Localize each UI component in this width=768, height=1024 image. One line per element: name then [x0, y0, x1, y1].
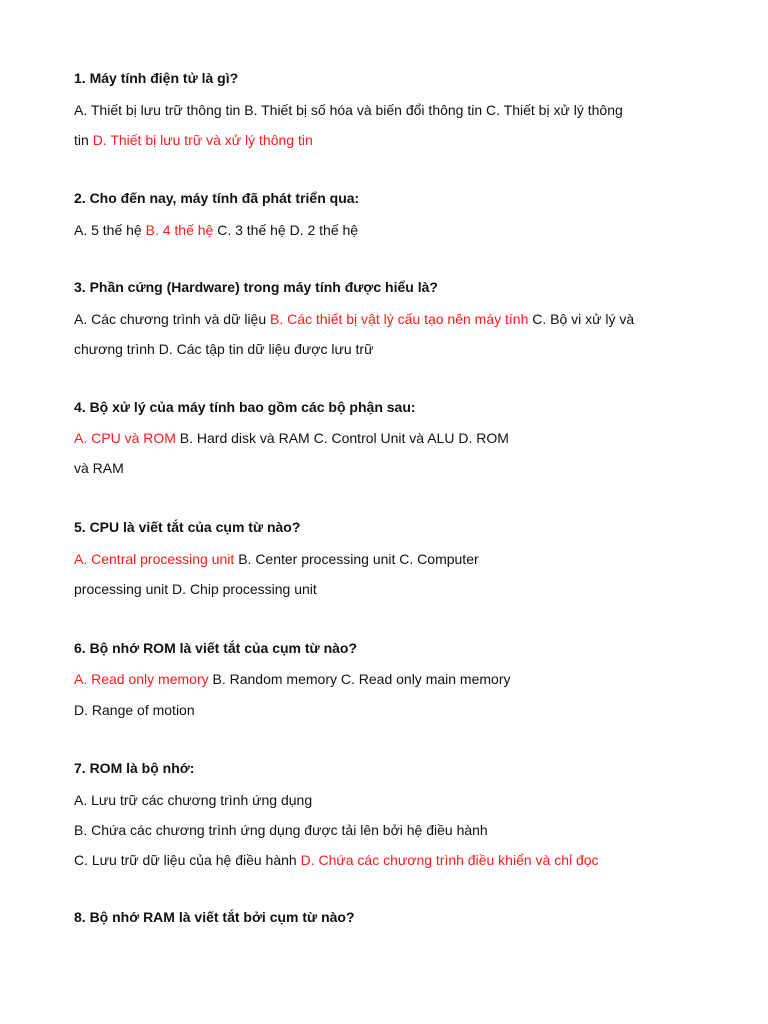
question-title: 5. CPU là viết tắt của cụm từ nào? — [74, 519, 301, 535]
answer-text: A. Các chương trình và dữ liệu — [74, 311, 271, 327]
answer-text: B. Hard disk và RAM C. Control Unit và ALU D. ROM — [175, 430, 509, 446]
answer-text: và RAM — [74, 460, 124, 476]
answer-line — [74, 429, 509, 447]
correct-answer: A. Read only memory — [74, 671, 209, 687]
answer-line — [74, 701, 195, 719]
answer-line — [74, 550, 479, 568]
question-title: 2. Cho đến nay, máy tính đã phát triển qua: — [74, 190, 360, 206]
answer-text: D. Range of motion — [74, 702, 195, 718]
answer-text: processing unit D. Chip processing unit — [74, 581, 317, 597]
answer-text: A. 5 thế hệ — [74, 222, 146, 238]
question-title: 8. Bộ nhớ RAM là viết tắt bởi cụm từ nào? — [74, 909, 355, 925]
answer-line — [74, 791, 312, 809]
answer-line — [74, 340, 373, 358]
answer-line — [74, 310, 634, 328]
correct-answer: D. Thiết bị lưu trữ và xử lý thông tin — [92, 132, 313, 148]
question-title: 1. Máy tính điện tử là gì? — [74, 70, 239, 86]
answer-text: C. Lưu trữ dữ liệu của hệ điều hành — [74, 852, 301, 868]
answer-line — [74, 101, 623, 119]
answer-text: tin — [74, 132, 93, 148]
correct-answer: D. Chứa các chương trình điều khiển và chỉ đọc — [300, 852, 599, 868]
correct-answer: A. CPU và ROM — [74, 430, 176, 446]
answer-text: A. Lưu trữ các chương trình ứng dụng — [74, 792, 313, 808]
answer-line — [74, 459, 124, 477]
answer-text: B. Chứa các chương trình ứng dụng được tải lên bởi hệ điều hành — [74, 822, 488, 838]
answer-text: C. Bộ vi xử lý và — [528, 311, 635, 327]
answer-line — [74, 131, 313, 149]
answer-line — [74, 821, 488, 839]
answer-text: B. Random memory C. Read only main memory — [208, 671, 511, 687]
answer-text: A. Thiết bị lưu trữ thông tin B. Thiết bị số hóa và biến đổi thông tin C. Thiết bị xử lý thông — [74, 102, 623, 118]
question-title: 3. Phần cứng (Hardware) trong máy tính được hiểu là? — [74, 279, 438, 295]
question-title: 7. ROM là bộ nhớ: — [74, 760, 195, 776]
answer-text: B. Center processing unit C. Computer — [234, 551, 479, 567]
answer-line — [74, 670, 510, 688]
answer-text: C. 3 thế hệ D. 2 thế hệ — [213, 222, 359, 238]
correct-answer: B. Các thiết bị vật lý cấu tạo nên máy tính — [270, 311, 529, 327]
answer-line — [74, 221, 358, 239]
correct-answer: A. Central processing unit — [74, 551, 235, 567]
answer-line — [74, 580, 317, 598]
answer-text: chương trình D. Các tập tin dữ liệu được lưu trữ — [74, 341, 374, 357]
question-title: 4. Bộ xử lý của máy tính bao gồm các bộ phận sau: — [74, 399, 416, 415]
answer-line — [74, 851, 599, 869]
question-title: 6. Bộ nhớ ROM là viết tắt của cụm từ nào? — [74, 640, 358, 656]
correct-answer: B. 4 thế hệ — [145, 222, 214, 238]
